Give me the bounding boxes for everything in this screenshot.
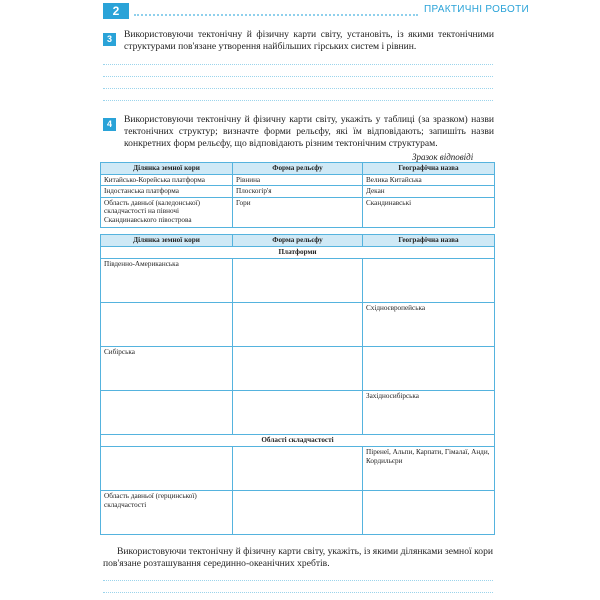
table-cell[interactable]: Східноєвропейська xyxy=(363,303,495,347)
table-cell[interactable] xyxy=(101,303,233,347)
table-row xyxy=(101,174,495,186)
table-row xyxy=(101,391,495,435)
table-row xyxy=(101,347,495,391)
table-cell[interactable]: Область давньої (герцинської) складчастості xyxy=(101,491,233,535)
table-cell[interactable] xyxy=(233,491,363,535)
answer-table xyxy=(100,234,495,535)
column-header: Географічна назва xyxy=(363,163,495,175)
table-cell[interactable] xyxy=(363,347,495,391)
sample-table xyxy=(100,162,495,228)
sample-answer-label: Зразок відповіді xyxy=(412,152,474,162)
table-cell[interactable]: Сибірська xyxy=(101,347,233,391)
task-4-number: 4 xyxy=(103,118,116,131)
answer-line[interactable] xyxy=(103,76,493,77)
table-cell[interactable] xyxy=(233,347,363,391)
table-cell: Рівнина xyxy=(233,174,363,186)
table-cell: Плоскогір'я xyxy=(233,186,363,198)
table-cell: Область давньої (каледонської) складчастості на півночі Скандинавського півострова xyxy=(101,197,233,227)
table-row xyxy=(101,447,495,491)
page-number: 2 xyxy=(103,3,129,19)
column-header: Форма рельєфу xyxy=(233,163,363,175)
column-header: Географічна назва xyxy=(363,235,495,247)
table-cell[interactable] xyxy=(101,391,233,435)
final-task-text: Використовуючи тектонічну й фізичну карти світу, укажіть, із якими ділянками земної кори пов'язане розташування серединно-океанічних хребтів. xyxy=(103,546,493,569)
table-row xyxy=(101,186,495,198)
table-header-row xyxy=(101,235,495,247)
table-cell[interactable] xyxy=(233,447,363,491)
table-row xyxy=(101,491,495,535)
table-cell: Індостанська платформа xyxy=(101,186,233,198)
table-cell[interactable] xyxy=(233,303,363,347)
table-cell[interactable]: Південно-Американська xyxy=(101,259,233,303)
answer-line[interactable] xyxy=(103,64,493,65)
header-divider xyxy=(134,14,418,16)
column-header: Ділянка земної кори xyxy=(101,235,233,247)
table-cell[interactable] xyxy=(101,447,233,491)
answer-line[interactable] xyxy=(103,580,493,581)
answer-line[interactable] xyxy=(103,88,493,89)
table-cell[interactable] xyxy=(363,491,495,535)
task-3-number: 3 xyxy=(103,33,116,46)
table-cell: Гори xyxy=(233,197,363,227)
table-cell[interactable] xyxy=(233,259,363,303)
group-row xyxy=(101,247,495,259)
table-row xyxy=(101,197,495,227)
task-4-text: Використовуючи тектонічну й фізичну карти світу, укажіть у таблиці (за зразком) назви тектонічних структур; визначте форми рельєфу, які їм відповідають; запишіть назви конкретних форм рельєфу, що відповідають різним тектонічним структурам. xyxy=(124,114,494,149)
group-label-folding: Області складчастості xyxy=(101,435,495,447)
table-cell[interactable]: Піренеї, Альпи, Карпати, Гімалаї, Анди, Кордильєри xyxy=(363,447,495,491)
group-label-platforms: Платформи xyxy=(101,247,495,259)
table-cell[interactable] xyxy=(363,259,495,303)
column-header: Ділянка земної кори xyxy=(101,163,233,175)
table-header-row xyxy=(101,163,495,175)
table-cell: Китайсько-Корейська платформа xyxy=(101,174,233,186)
task-3-text: Використовуючи тектонічну й фізичну карти світу, установіть, із якими тектонічними структурами пов'язане утворення найбільших гірських систем і рівнин. xyxy=(124,29,494,52)
table-cell: Скандинавські xyxy=(363,197,495,227)
table-cell[interactable] xyxy=(233,391,363,435)
table-cell[interactable]: Західносибірська xyxy=(363,391,495,435)
table-cell: Декан xyxy=(363,186,495,198)
column-header: Форма рельєфу xyxy=(233,235,363,247)
group-row xyxy=(101,435,495,447)
answer-line[interactable] xyxy=(103,100,493,101)
table-row xyxy=(101,303,495,347)
answer-line[interactable] xyxy=(103,592,493,593)
table-row xyxy=(101,259,495,303)
section-title: ПРАКТИЧНІ РОБОТИ xyxy=(424,4,529,15)
table-cell: Велика Китайська xyxy=(363,174,495,186)
